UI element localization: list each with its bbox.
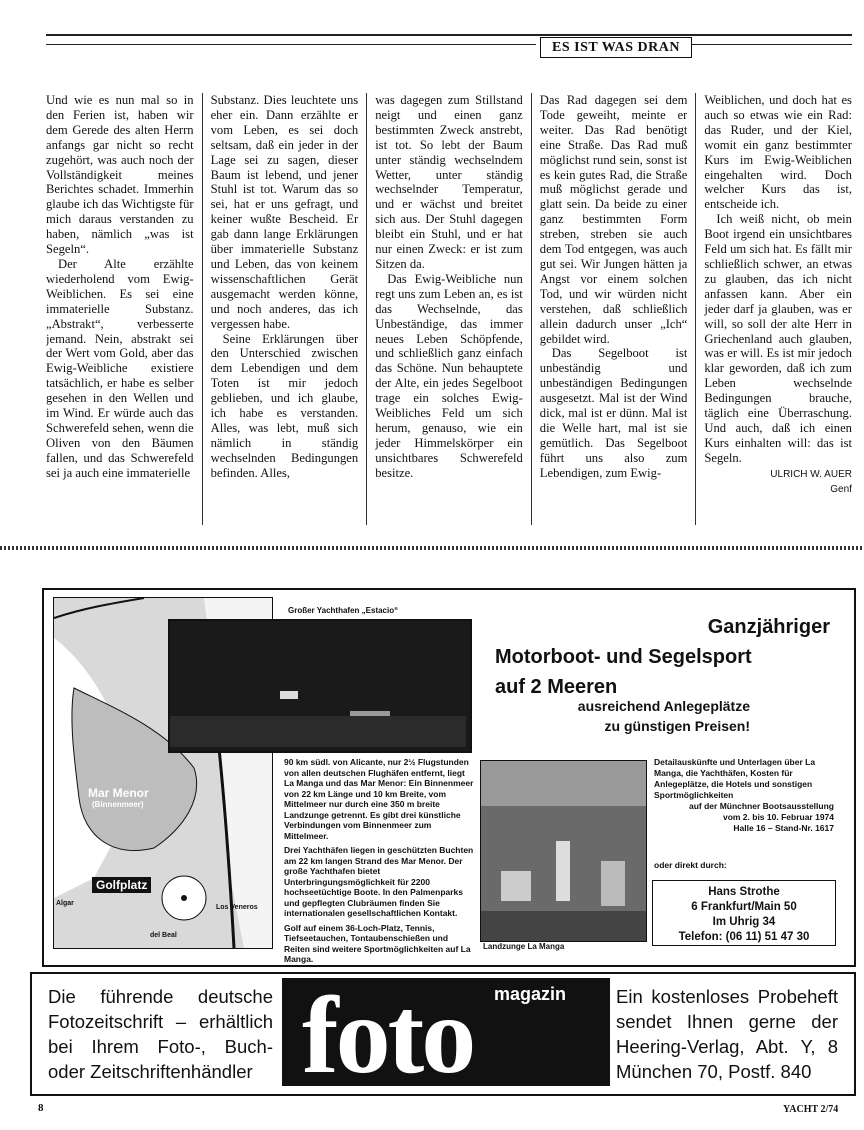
photo-yachthafen: [168, 619, 472, 753]
paragraph: Und wie es nun mal so in den Ferien ist, haben wir dem Gerede des alten Herrn anfangs gar nicht so recht zugehört, was auch noch der Vollständigkeit meines Berichtes schadet. Immerhin glaube ich das Wichtigste für mich daraus verstanden zu haben, nämlich „was ist Segeln“.: [46, 93, 194, 257]
foto-magazin-logo: [282, 978, 610, 1086]
ad-or-direct: oder direkt durch:: [654, 860, 727, 870]
map-label-los-veneros: Los Veneros: [216, 904, 258, 911]
ad-paragraph: Drei Yachthäfen liegen in geschützten Buchten am 22 km langen Strand des Mar Menor. Der große Yachthafen bietet Unterbringungsmöglichkeit für 2200 hochseetüchtige Boote. In den Palmenparks und gepflegten Clubräumen finden Sie internationalen gesellschaftlichen Kontakt.: [284, 845, 474, 918]
paragraph: Substanz. Dies leuchtete uns eher ein. Dann erzählte er vom Leben, es sei doch seltsam, daß ein jeder in der Lage sei zu sagen, dieser Baum ist lebend, und jener Stuhl ist tot. Warum das so sei, hat er uns gefragt, und keiner wußte Bescheid. Er gab dann lange Erklärungen über immaterielle Substanz und Leben, das von keinem wissenschaftlichen Gerät ausgemacht werden könne, und noch anderes, das ich vergessen habe.: [210, 93, 359, 331]
foto-ad-left-text: Die führende deutsche Fotozeitschrift – erhältlich bei Ihrem Foto-, Buch- oder Zeitschriftenhändler: [48, 986, 273, 1082]
map-label-mar-menor: Mar Menor: [88, 786, 149, 800]
ad-paragraph: 90 km südl. von Alicante, nur 2½ Flugstunden von allen deutschen Flughäfen entfernt, liegt La Manga und das Mar Menor: Ein Binnenmeer von 22 km Länge und 10 km Breite, vom Mittelmeer nur durch eine 350 m breite Landzunge getrennt. Es gibt drei künstliche Verbindungen vom Binnenmeer zum Mittelmeer.: [284, 757, 474, 841]
column-divider: [695, 93, 696, 525]
paragraph: Der Alte erzählte wiederholend vom Ewig-Weiblichen. Es sei eine immaterielle Substanz. „Abstrakt“, verbesserte jemand. Nein, abstrakt sei der Wert vom Gold, aber das Ewig-Weibliche existiere tatsächlich, er habe es selber gesehen in den Wellen und im Wind. Er würde auch das Schwerefeld sehen, wenn die Oliven von den Bäumen fallen, und das Schwerefeld sei ja auch eine immaterielle: [46, 256, 194, 480]
map-label-golfplatz: Golfplatz: [92, 877, 151, 893]
section-header: ES IST WAS DRAN: [540, 37, 692, 58]
ad-body-text: [284, 757, 474, 969]
detail-line: Halle 16 – Stand-Nr. 1617: [733, 823, 834, 833]
dotted-divider: [0, 546, 864, 550]
foto-ad-right-text: Ein kostenloses Probeheft sendet Ihnen gerne der Heering-Verlag, Abt. Y, 8 München 70, Postf. 840: [616, 986, 838, 1082]
paragraph: Das Ewig-Weibliche nun regt uns zum Leben an, es ist das Wechselnde, das Unbeständige, das immer neues Leben Schöpfende, und schließlich ganz einfach das Schöne. Nun behauptete der Alte, ein jedes Segelboot trage ein solches Ewig-Weibliches Feld um sich herum, genauso, wie ein jeder Himmelskörper ein unsichtbares Schwerefeld besitze.: [375, 271, 523, 480]
article-column-4: [540, 93, 688, 525]
ad-detail-info: [654, 757, 834, 834]
paragraph: Weiblichen, und doch hat es auch so etwas wie ein Rad: das Ruder, und der Kiel, womit ein ganz bestimmter Kurs im Ewig-Weiblichen eingehalten wird. Doch welcher Kurs das ist, entscheide ich.: [704, 93, 852, 212]
address-line: 6 Frankfurt/Main 50: [691, 901, 797, 913]
map-label-algar: Algar: [56, 900, 74, 907]
article-column-1: [46, 93, 194, 525]
ad-subheadline: [540, 696, 750, 736]
photo-caption-yachthafen: Großer Yachthafen „Estacio“: [288, 606, 399, 615]
issue-label: YACHT 2/74: [783, 1104, 839, 1115]
ad-headline-line: auf 2 Meeren: [495, 676, 618, 698]
detail-line: auf der Münchner Bootsausstellung: [689, 801, 834, 811]
ad-paragraph: Golf auf einem 36-Loch-Platz, Tennis, Tiefseetauchen, Tontaubenschießen und Reiten sind weitere Sportmöglichkeiten auf La Manga.: [284, 922, 471, 964]
article-body: [46, 93, 852, 525]
photo-graphic: [170, 621, 466, 747]
ad-headline: [495, 612, 830, 702]
article-column-5: [704, 93, 852, 525]
map-label-binnenmeer: (Binnenmeer): [92, 800, 144, 809]
paragraph: Ich weiß nicht, ob mein Boot irgend ein unsichtbares Feld um sich hat. Es fällt mir schließlich schwer, an etwas zu glauben, das ich nicht anfassen kann. Aber ein jeder darf ja glauben, was er will, so soll der alte Herr in Griechenland auch glauben, was er will. Es ist mir jedoch klar geworden, daß ich zum Leben wechselnde Bedingungen brauche, täglich eine Überraschung. Und auch, daß ich einen Kurs einhalten will: das ist Segeln.: [704, 212, 852, 465]
header-rule-left: [46, 44, 536, 45]
detail-line: vom 2. bis 10. Februar 1974: [722, 812, 834, 822]
paragraph: Seine Erklärungen über den Unterschied zwischen dem Lebendigen und dem Toten ist mir jedoch geblieben, und ich glaube, ich habe es verstanden. Alles, was lebt, muß sich nämlich in ständig wechselnden Bedingungen befinden. Alles,: [210, 331, 359, 480]
ad-subheadline-line: zu günstigen Preisen!: [604, 718, 750, 734]
ad-headline-line: Ganzjähriger: [707, 616, 830, 638]
top-rule: [46, 34, 852, 36]
ad-subheadline-line: ausreichend Anlegeplätze: [577, 698, 750, 714]
logo-foto-word: foto: [302, 978, 474, 1086]
photo-graphic: [481, 761, 646, 941]
address-line: Telefon: (06 11) 51 47 30: [678, 931, 810, 943]
header-rule-right: [692, 44, 852, 45]
column-divider: [366, 93, 367, 525]
column-divider: [202, 93, 203, 525]
detail-line: Detailauskünfte und Unterlagen über La Manga, die Yachthäfen, Kosten für Anlegeplätze, die Hotels und sonstigen Sportmöglichkeiten: [654, 757, 816, 800]
author-location: Genf: [830, 483, 852, 495]
paragraph: Das Rad dagegen sei dem Tode geweiht, meinte er weiter. Das Rad benötigt eine Straße. Das Rad muß möglichst rund sein, sonst ist es kein gutes Rad, die Straße muß möglichst gerade und glatt sein. Da beide zu einer ganz bestimmten Form streben, streben sie auch dem Tod entgegen, was auch gut sei. Wir Jungen hätten ja Angst vor einem solchen Tod, und wir würden nicht verstehen, daß schließlich allein dadurch unser „Ich“ gebildet wird.: [539, 93, 688, 346]
article-column-3: [375, 93, 523, 525]
address-line: Hans Strothe: [708, 886, 780, 898]
map-label-del-beal: del Beal: [150, 932, 177, 939]
ad-address-box: [652, 880, 836, 946]
ad-headline-line: Motorboot- und Segelsport: [495, 646, 752, 668]
logo-magazin-word: magazin: [494, 984, 567, 1004]
photo-caption-la-manga: Landzunge La Manga: [483, 942, 565, 951]
page-number: 8: [38, 1102, 44, 1114]
column-divider: [531, 93, 532, 525]
author-name: ULRICH W. AUER: [770, 468, 852, 480]
address-line: Im Uhrig 34: [712, 916, 776, 928]
paragraph: Das Segelboot ist unbeständig und unbeständigen Bedingungen ausgesetzt. Mal ist der Wind dick, mal ist er dünn. Mal ist die Welle hart, mal ist sie gemütlich. Das Segelboot führt uns also zum Lebendigen, zum Ewig-: [539, 346, 688, 480]
photo-la-manga: [480, 760, 647, 942]
article-column-2: [211, 93, 359, 525]
paragraph: was dagegen zum Stillstand neigt und einen ganz bestimmten Zweck anstrebt, ist tot. So lebt der Baum unter ständig wechselndem Wetter, unter ständig wechselnder Temperatur, und er wächst und breitet sich aus. Der Stuhl dagegen bleibt ein Stuhl, und er hat nur einen Zweck: er ist zum Sitzen da.: [375, 93, 523, 271]
